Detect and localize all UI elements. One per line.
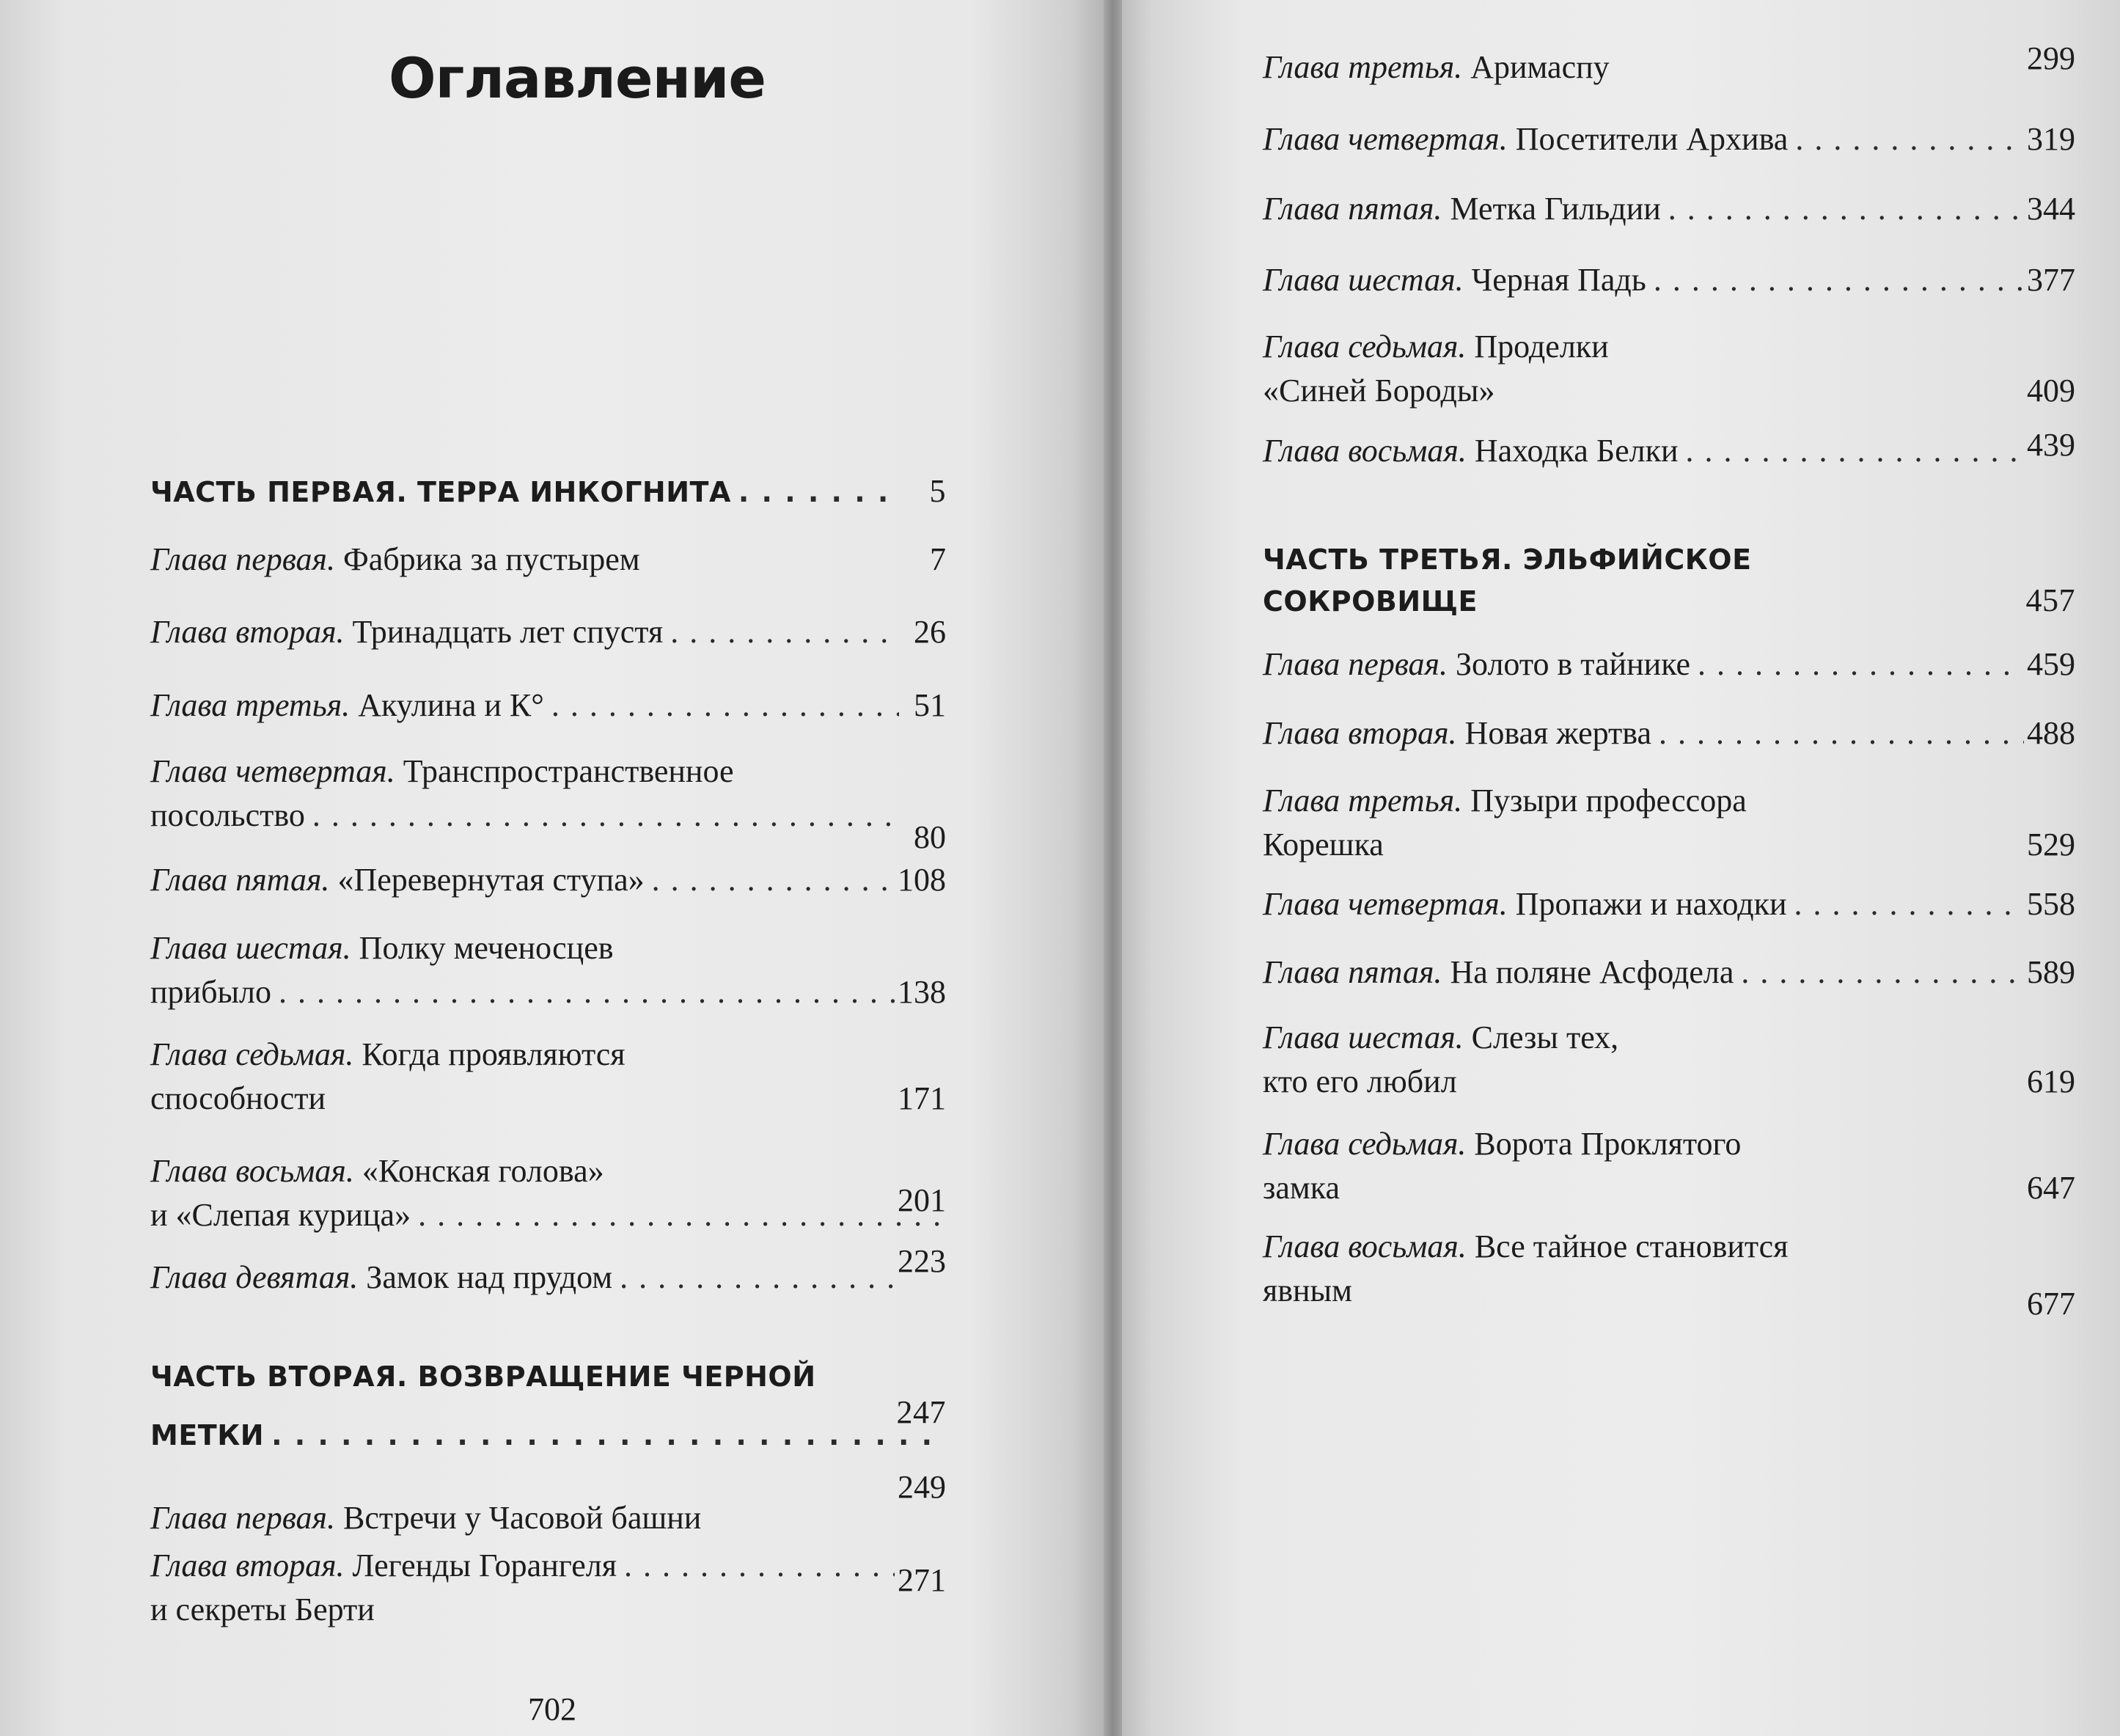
chapter-title-continued: кто его любил	[1263, 1063, 1457, 1099]
dot-leader	[1668, 187, 2024, 231]
chapter-title: Посетители Архива	[1515, 121, 1789, 157]
page-ref: 319	[2027, 121, 2075, 157]
chapter-number: Глава вторая.	[150, 1548, 345, 1583]
chapter-number: Глава вторая.	[150, 614, 345, 650]
chapter-number: Глава третья.	[1263, 49, 1463, 85]
page-ref: 529	[2027, 827, 2075, 862]
dot-leader	[1794, 882, 2024, 926]
dot-leader	[312, 794, 899, 838]
page-ref: 5	[929, 473, 946, 509]
dot-leader	[279, 970, 895, 1014]
chapter-number: Глава вторая.	[1263, 715, 1457, 751]
page-ref: 223	[898, 1243, 946, 1279]
book-gutter	[1104, 0, 1122, 1736]
dot-leader	[1686, 429, 2025, 473]
chapter-title: Пропажи и находки	[1515, 886, 1787, 922]
toc-chapter-entry	[1263, 325, 2075, 413]
chapter-number: Глава седьмая.	[150, 1036, 354, 1072]
dot-leader	[670, 610, 899, 654]
toc-chapter-entry	[1263, 882, 2075, 926]
toc-chapter-entry	[150, 1033, 946, 1121]
page-ref: 108	[898, 862, 946, 898]
toc-part-entry	[1263, 539, 2075, 622]
page-ref: 138	[898, 974, 946, 1010]
page-ref: 409	[2027, 373, 2075, 409]
toc-chapter-entry	[150, 1149, 946, 1237]
chapter-title: «Конская голова»	[362, 1153, 604, 1189]
chapter-title: Аримаспу	[1470, 49, 1610, 85]
toc-chapter-entry	[1263, 187, 2075, 231]
chapter-title-continued: замка	[1263, 1170, 1340, 1206]
chapter-number: Глава третья.	[150, 687, 351, 723]
chapter-number: Глава восьмая.	[1263, 433, 1467, 469]
page-ref: 459	[2027, 646, 2075, 682]
chapter-title: Все тайное становится	[1474, 1228, 1789, 1264]
chapter-title: Акулина и К°	[358, 687, 544, 723]
page-ref: 377	[2027, 262, 2075, 298]
dot-leader	[652, 858, 895, 902]
page-ref: 344	[2027, 191, 2075, 227]
chapter-title: Находка Белки	[1474, 433, 1679, 469]
chapter-title-continued: посольство	[150, 797, 305, 833]
chapter-title: Транспространственное	[403, 753, 734, 789]
chapter-title-continued: и «Слепая курица»	[150, 1197, 411, 1233]
toc-chapter-entry	[1263, 711, 2075, 755]
chapter-title: Встречи у Часовой башни	[343, 1500, 702, 1536]
page-ref: 80	[914, 819, 946, 855]
dot-leader	[1741, 951, 2024, 995]
chapter-number: Глава пятая.	[150, 862, 330, 898]
chapter-number: Глава седьмая.	[1263, 1126, 1467, 1162]
toc-chapter-entry	[150, 684, 946, 728]
chapter-title: Когда проявляются	[362, 1036, 626, 1072]
page-ref: 26	[914, 614, 946, 650]
toc-part-entry	[150, 471, 946, 513]
chapter-number: Глава восьмая.	[150, 1153, 354, 1189]
toc-chapter-entry	[1263, 1122, 2075, 1210]
toc-chapter-entry	[150, 750, 946, 855]
toc-chapter-entry	[150, 610, 946, 654]
toc-chapter-entry	[150, 538, 946, 582]
chapter-number: Глава третья.	[1263, 783, 1463, 818]
toc-heading: Оглавление	[389, 45, 766, 111]
toc-chapter-entry	[1263, 951, 2075, 995]
page-number: 702	[528, 1691, 576, 1727]
chapter-number: Глава седьмая.	[1263, 329, 1467, 365]
part-label-continued: СОКРОВИЩЕ	[1263, 585, 1478, 618]
chapter-title-continued: и секреты Берти	[150, 1592, 375, 1627]
page-ref: 7	[930, 541, 946, 577]
part-label: ЧАСТЬ ТРЕТЬЯ. ЭЛЬФИЙСКОЕ	[1263, 543, 1752, 576]
page-ref: 171	[898, 1080, 946, 1116]
page-ref: 249	[898, 1469, 946, 1505]
chapter-title: Золото в тайнике	[1456, 646, 1691, 682]
part-label: ЧАСТЬ ПЕРВАЯ. ТЕРРА ИНКОГНИТА	[150, 476, 731, 508]
chapter-number: Глава шестая.	[1263, 262, 1464, 298]
page-ref: 619	[2027, 1063, 2075, 1099]
chapter-title: На поляне Асфодела	[1450, 954, 1734, 990]
toc-part-entry	[150, 1355, 946, 1456]
chapter-number: Глава пятая.	[1263, 191, 1442, 227]
chapter-title: Легенды Горангеля	[352, 1548, 617, 1583]
dot-leader	[1698, 642, 2024, 686]
toc-chapter-entry	[150, 858, 946, 902]
page-ref: 299	[2027, 40, 2075, 76]
page-ref: 589	[2027, 954, 2075, 990]
page-ref: 677	[2027, 1286, 2075, 1322]
part-label-continued: МЕТКИ	[150, 1419, 265, 1451]
chapter-title: «Перевернутая ступа»	[337, 862, 645, 898]
chapter-title: Проделки	[1474, 329, 1609, 365]
toc-chapter-entry	[150, 1465, 946, 1540]
chapter-title-continued: явным	[1263, 1272, 1352, 1308]
page-ref: 439	[2027, 427, 2075, 463]
dot-leader	[1795, 117, 2024, 161]
page-ref: 247	[896, 1394, 946, 1430]
part-label: ЧАСТЬ ВТОРАЯ. ВОЗВРАЩЕНИЕ ЧЕРНОЙ	[150, 1360, 816, 1393]
chapter-title: Черная Падь	[1471, 262, 1646, 298]
page-ref: 558	[2027, 886, 2075, 922]
chapter-title: Полку меченосцев	[359, 930, 614, 966]
chapter-title-continued: прибыло	[150, 974, 271, 1010]
chapter-number: Глава восьмая.	[1263, 1228, 1467, 1264]
chapter-title: Ворота Проклятого	[1474, 1126, 1742, 1162]
chapter-title: Тринадцать лет спустя	[352, 614, 664, 650]
chapter-title-continued: способности	[150, 1080, 326, 1116]
chapter-number: Глава шестая.	[1263, 1019, 1464, 1055]
chapter-number: Глава первая.	[1263, 646, 1448, 682]
chapter-number: Глава первая.	[150, 541, 335, 577]
dot-leader	[1654, 258, 2024, 302]
toc-chapter-entry	[1263, 117, 2075, 161]
page-ref: 457	[2025, 582, 2075, 618]
chapter-number: Глава пятая.	[1263, 954, 1442, 990]
chapter-title: Фабрика за пустырем	[343, 541, 640, 577]
chapter-title: Слезы тех,	[1471, 1019, 1619, 1055]
toc-chapter-entry	[1263, 1016, 2075, 1104]
dot-leader	[271, 1415, 943, 1456]
page-ref: 488	[2027, 715, 2075, 751]
toc-chapter-entry	[1263, 1225, 2075, 1322]
page-ref: 271	[898, 1562, 946, 1598]
toc-chapter-entry	[1263, 642, 2075, 686]
toc-chapter-entry	[1263, 779, 2075, 867]
dot-leader	[738, 472, 899, 513]
toc-chapter-entry	[150, 1544, 946, 1632]
chapter-title-continued: «Синей Бороды»	[1263, 373, 1495, 409]
chapter-number: Глава четвертая.	[1263, 886, 1508, 922]
dot-leader	[620, 1256, 895, 1300]
toc-chapter-entry	[1263, 258, 2075, 302]
toc-chapter-entry	[1263, 40, 2075, 89]
chapter-number: Глава девятая.	[150, 1259, 359, 1295]
chapter-title: Метка Гильдии	[1450, 191, 1661, 227]
dot-leader	[551, 684, 899, 728]
toc-chapter-entry	[1263, 429, 2075, 473]
toc-chapter-entry	[150, 1243, 946, 1300]
chapter-number: Глава первая.	[150, 1500, 335, 1536]
page-ref: 201	[898, 1182, 946, 1218]
dot-leader	[1659, 711, 2024, 755]
chapter-number: Глава четвертая.	[1263, 121, 1508, 157]
toc-chapter-entry	[150, 926, 946, 1014]
page-ref: 647	[2027, 1170, 2075, 1206]
chapter-title: Замок над прудом	[366, 1259, 613, 1295]
chapter-title: Пузыри профессора	[1470, 783, 1747, 818]
chapter-title-continued: Корешка	[1263, 827, 1384, 862]
chapter-number: Глава четвертая.	[150, 753, 395, 789]
chapter-number: Глава шестая.	[150, 930, 351, 966]
dot-leader	[624, 1544, 895, 1588]
chapter-title: Новая жертва	[1464, 715, 1652, 751]
page-ref: 51	[914, 687, 946, 723]
dot-leader	[418, 1193, 943, 1237]
